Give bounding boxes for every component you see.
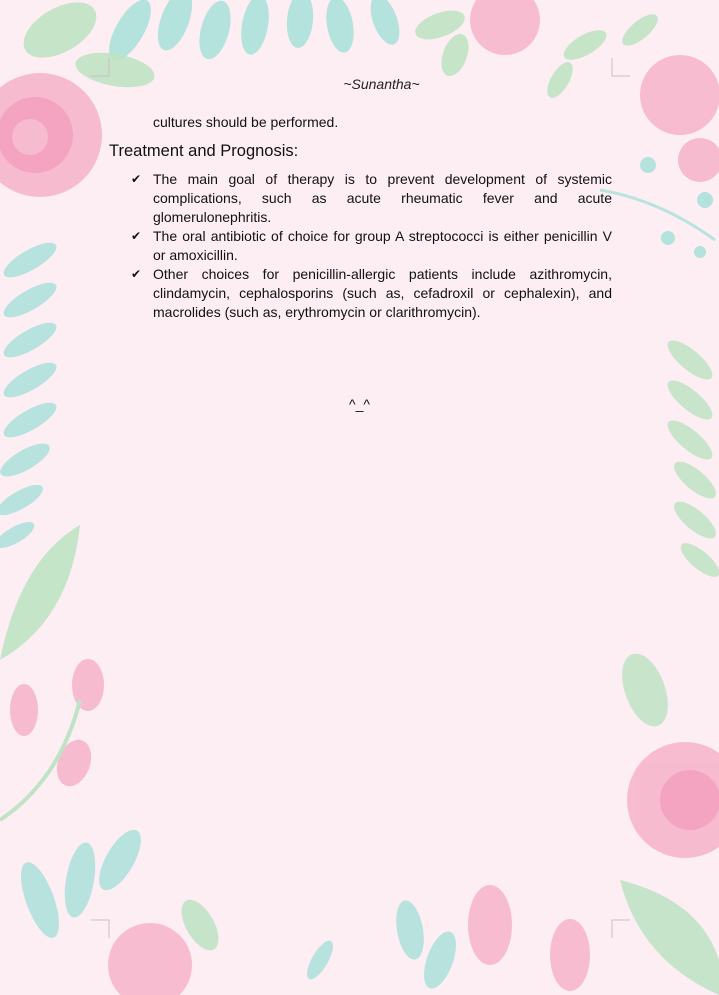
list-item bbox=[131, 265, 612, 322]
list-item-text: The main goal of therapy is to prevent development of systemic complications, such as acute rheumatic fever and acute glomerulonephritis. bbox=[153, 171, 612, 225]
list-item bbox=[131, 170, 612, 227]
bullet-list bbox=[131, 170, 612, 322]
list-item-text: The oral antibiotic of choice for group A streptococci is either penicillin V or amoxicillin. bbox=[153, 228, 612, 263]
list-item bbox=[131, 227, 612, 265]
list-item-text: Other choices for penicillin-allergic patients include azithromycin, clindamycin, cephalosporins (such as, cefadroxil or cephalexin), and macrolides (such as, erythromycin or clarithromycin). bbox=[153, 266, 612, 320]
check-icon: ✔ bbox=[131, 229, 142, 243]
closing-emoticon: ^_^ bbox=[349, 396, 370, 412]
page-header-author: ~Sunantha~ bbox=[343, 76, 420, 92]
check-icon: ✔ bbox=[131, 172, 142, 186]
continued-text-line: cultures should be performed. bbox=[153, 114, 339, 130]
section-heading: Treatment and Prognosis: bbox=[109, 142, 299, 160]
check-icon: ✔ bbox=[131, 267, 142, 281]
